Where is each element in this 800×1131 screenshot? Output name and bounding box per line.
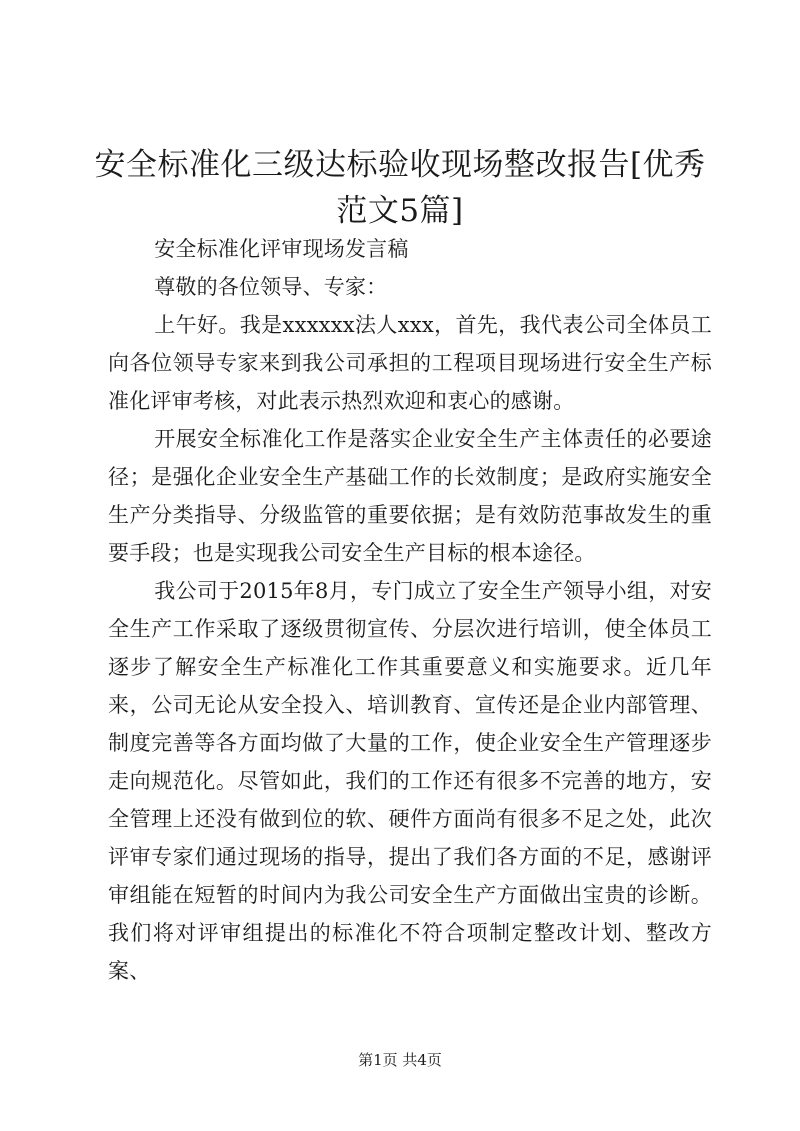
paragraph-significance: 开展安全标准化工作是落实企业安全生产主体责任的必要途径；是强化企业安全生产基础工作的长效制度；是政府实施安全生产分类指导、分级监管的重要依据；是有效防范事故发生的重要手段；也是实现我公司安全生产目标的根本途径。	[108, 427, 712, 565]
document-title-line2: 范文5篇]	[336, 193, 464, 229]
section-heading: 安全标准化评审现场发言稿	[154, 237, 409, 261]
salutation: 尊敬的各位领导、专家：	[154, 275, 388, 299]
page-footer: 第1页 共4页	[358, 1051, 442, 1069]
paragraph-greeting: 上午好。我是xxxxxx法人xxx，首先，我代表公司全体员工向各位领导专家来到我公司承担的工程项目现场进行安全生产标准化评审考核，对此表示热烈欢迎和衷心的感谢。	[108, 313, 712, 413]
paragraph-company-work: 我公司于2015年8月，专门成立了安全生产领导小组，对安全生产工作采取了逐级贯彻宣传、分层次进行培训，使全体员工逐步了解安全生产标准化工作其重要意义和实施要求。近几年来，公司无论从安全投入、培训教育、宣传还是企业内部管理、制度完善等各方面均做了大量的工作，使企业安全生产管理逐步走向规范化。尽管如此，我们的工作还有很多不完善的地方，安全管理上还没有做到位的软、硬件方面尚有很多不足之处，此次评审专家们通过现场的指导，提出了我们各方面的不足，感谢评审组能在短暂的时间内为我公司安全生产方面做出宝贵的诊断。我们将对评审组提出的标准化不符合项制定整改计划、整改方案、	[108, 579, 712, 983]
document-body	[108, 230, 712, 990]
document-title-line1: 安全标准化三级达标验收现场整改报告[优秀	[94, 147, 706, 183]
